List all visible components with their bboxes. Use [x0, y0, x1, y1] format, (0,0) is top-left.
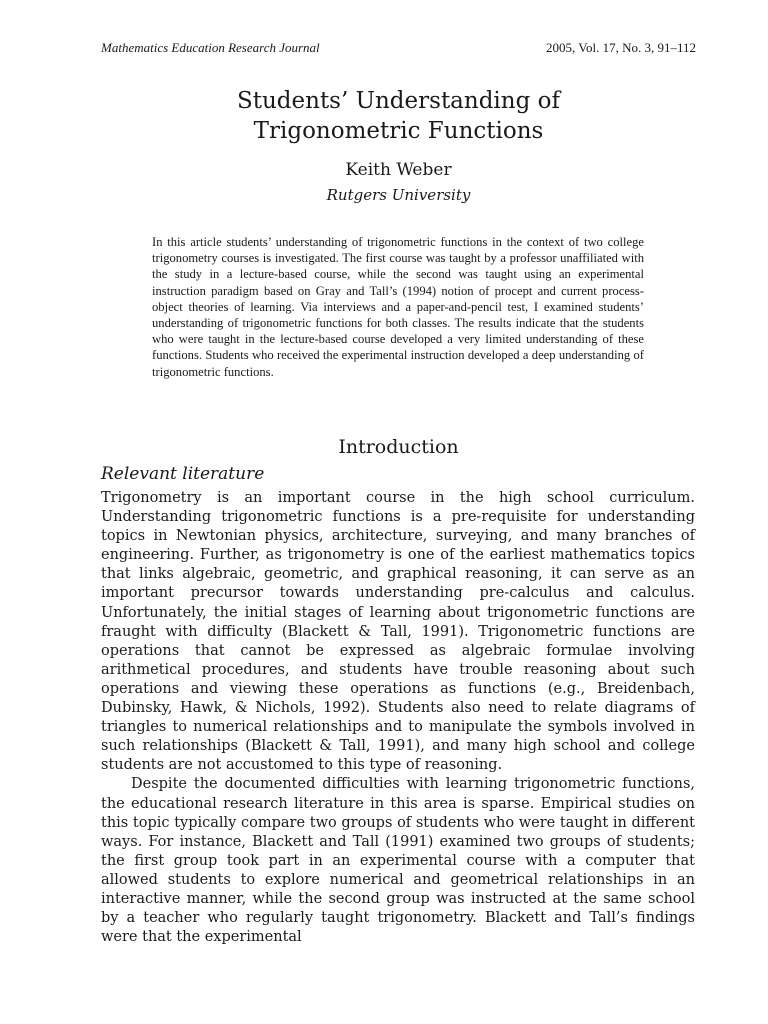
abstract: In this article students’ understanding of trigonometric functions in the context of two college trigonometry courses is investigated. The first course was taught by a professor unaffiliated with the study in a lecture-based course, while the second was taught using an experimental instruction paradigm based on Gray and Tall’s (1994) notion of procept and current process-object theories of learning. Via interviews and a paper-and-pencil test, I examined students’ understanding of trigonometric functions for both classes. The results indicate that the students who were taught in the lecture-based course developed a very limited understanding of these functions. Students who received the experimental instruction developed a deep understanding of trigonometric functions.	[152, 235, 644, 379]
author-affiliation: Rutgers University	[326, 186, 471, 204]
subsection-heading: Relevant literature	[101, 464, 265, 484]
body-text	[101, 489, 695, 947]
paragraph: Trigonometry is an important course in the high school curriculum. Understanding trigonometric functions is a pre-requisite for understanding topics in Newtonian physics, architecture, surveying, and many branches of engineering. Further, as trigonometry is one of the earliest mathematics topics that links algebraic, geometric, and graphical reasoning, it can serve as an important precursor towards understanding pre-calculus and calculus. Unfortunately, the initial stages of learning about trigonometric functions are fraught with difficulty (Blackett & Tall, 1991). Trigonometric functions are operations that cannot be expressed as algebraic formulae involving arithmetical procedures, and students have trouble reasoning about such operations and viewing these operations as functions (e.g., Breidenbach, Dubinsky, Hawk, & Nichols, 1992). Students also need to relate diagrams of triangles to numerical relationships and to manipulate the symbols involved in such relationships (Blackett & Tall, 1991), and many high school and college students are not accustomed to this type of reasoning.	[101, 490, 695, 774]
title-line-1: Students’ Understanding of	[236, 88, 560, 114]
running-head	[101, 40, 696, 58]
section-heading: Introduction	[338, 436, 459, 458]
author-name: Keith Weber	[345, 160, 452, 180]
paragraph: Despite the documented difficulties with learning trigonometric functions, the educational research literature in this area is sparse. Empirical studies on this topic typically compare two groups of students who were taught in different ways. For instance, Blackett and Tall (1991) examined two groups of students; the first group took part in an experimental course with a computer that allowed students to explore numerical and geometrical relationships in an interactive manner, while the second group was instructed at the same school by a teacher who regularly taught trigonometry. Blackett and Tall’s findings were that the experimental	[101, 776, 695, 946]
title-line-2: Trigonometric Functions	[253, 118, 544, 144]
citation-info: 2005, Vol. 17, No. 3, 91–112	[546, 40, 696, 55]
article-title	[101, 86, 696, 146]
journal-name: Mathematics Education Research Journal	[101, 40, 320, 55]
